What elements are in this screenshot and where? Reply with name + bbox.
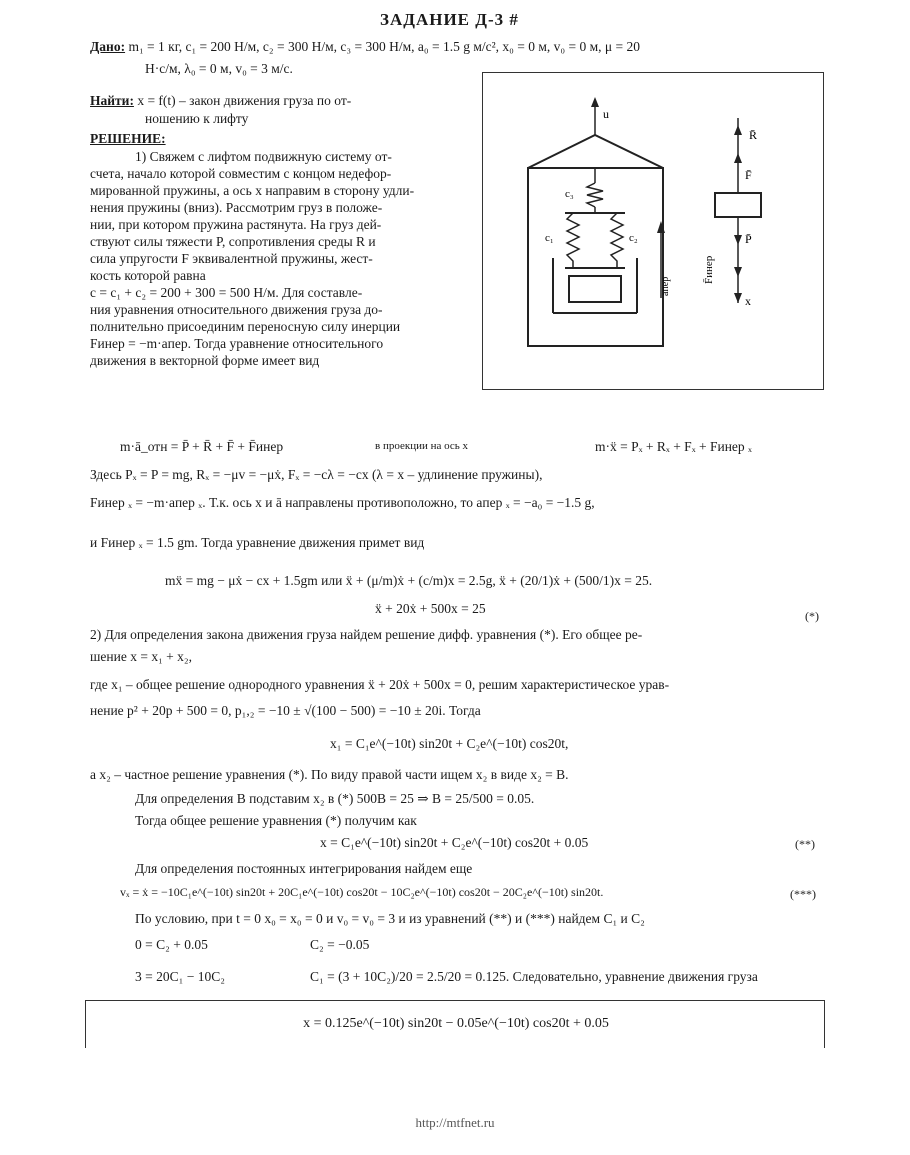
answer-equation: x = 0.125e^(−10t) sin20t − 0.05e^(−10t) cos20t + 0.05 bbox=[303, 1016, 609, 1031]
arrow-u bbox=[591, 97, 599, 107]
fbd-load bbox=[715, 193, 761, 217]
inertia-line-2: и Fинер ₓ = 1.5 gm. Тогда уравнение движения примет вид bbox=[90, 535, 425, 550]
para3: а x₂ – частное решение уравнения (*). По виду правой части ищем x₂ в виде x₂ = B. bbox=[90, 767, 569, 782]
para4: Для определения B подставим x₂ в (*) 500B = 25 ⇒ B = 25/500 = 0.05. bbox=[135, 791, 535, 806]
load-block bbox=[569, 276, 621, 302]
spring-c1 bbox=[567, 213, 579, 268]
para1-line: движения в векторной форме имеет вид bbox=[90, 353, 320, 368]
find-line-1 bbox=[90, 92, 351, 109]
given-values-2: Н·с/м, λ₀ = 0 м, v₀ = 3 м/с. bbox=[145, 61, 293, 76]
mechanism-figure bbox=[482, 72, 824, 390]
eq-motion: mẍ = mg − μẋ − cx + 1.5gm или ẍ + (μ/m)ẋ + (c/m)x = 2.5g, ẍ + (20/1)ẋ + (500/1)x = 25. bbox=[165, 573, 653, 588]
answer-box bbox=[85, 1000, 825, 1048]
para1-line: 1) Свяжем с лифтом подвижную систему от- bbox=[135, 149, 392, 164]
eq-x1: x₁ = C₁e^(−10t) sin20t + C₂e^(−10t) cos20t, bbox=[330, 736, 569, 751]
spring-c2 bbox=[611, 213, 623, 268]
elevator-spring-diagram bbox=[483, 73, 823, 389]
para5: Тогда общее решение уравнения (*) получим как bbox=[135, 813, 417, 828]
eq-motion-short: ẍ + 20ẋ + 500x = 25 bbox=[375, 601, 486, 616]
label-a: aпер bbox=[660, 276, 671, 296]
where-line: Здесь Pₓ = P = mg, Rₓ = −μv = −μẋ, Fₓ = −cλ = −cx (λ = x – удлинение пружины), bbox=[90, 467, 543, 482]
eq-tag-2: (**) bbox=[795, 837, 815, 851]
label-P: P̄ bbox=[745, 232, 752, 246]
condition-2-left: 3 = 20C₁ − 10C₂ bbox=[135, 969, 225, 984]
given-values-1: m₁ = 1 кг, c₁ = 200 Н/м, c₂ = 300 Н/м, c₃ = 300 Н/м, a₀ = 1.5 g м/с², x₀ = 0 м, v₀ = 0 м, μ = 20 bbox=[128, 39, 640, 54]
task-title: ЗАДАНИЕ Д-3 # bbox=[380, 10, 519, 29]
condition-1-left: 0 = C₂ + 0.05 bbox=[135, 937, 208, 952]
label-Finer: F̄инер bbox=[703, 255, 715, 284]
para1-line: сила упругости F эквивалентной пружины, жест- bbox=[90, 251, 373, 266]
label-F: F̄ bbox=[745, 168, 752, 182]
para1-line: ния уравнения относительного движения груза до- bbox=[90, 302, 383, 317]
para1-line: c = c₁ + c₂ = 200 + 300 = 500 Н/м. Для составле- bbox=[90, 285, 363, 300]
para7: По условию, при t = 0 x₀ = x₀ = 0 и v₀ = v₀ = 3 и из уравнений (**) и (***) найдем C₁ и C₂ bbox=[135, 911, 645, 926]
eq-tag-3: (***) bbox=[790, 887, 816, 901]
para1-line: нии, при котором пружина растянута. На груз дей- bbox=[90, 217, 382, 232]
label-R: R̄ bbox=[749, 128, 758, 142]
para2-b: шение x = x₁ + x₂, bbox=[90, 649, 192, 664]
eq-projection: m·ẍ = Pₓ + Rₓ + Fₓ + Fинер ₓ bbox=[595, 439, 752, 454]
para1-line: мированной пружины, а ось x направим в сторону удли- bbox=[90, 183, 415, 198]
find-text-2: ношению к лифту bbox=[145, 111, 249, 126]
given-label: Дано: bbox=[90, 39, 126, 54]
eq-vector: m·ā_отн = P̄ + R̄ + F̄ + F̄инер bbox=[120, 439, 284, 454]
para2-a: 2) Для определения закона движения груза найдем решение дифф. уравнения (*). Его общее ре- bbox=[90, 627, 643, 642]
solution-label: РЕШЕНИЕ: bbox=[90, 131, 166, 146]
eq-velocity: vₓ = ẋ = −10C₁e^(−10t) sin20t + 20C₁e^(−10t) cos20t − 10C₂e^(−10t) cos20t − 20C₂e^(−10t) sin20t. bbox=[120, 885, 604, 899]
para1-line: полнительно присоединим переносную силу инерции bbox=[90, 319, 401, 334]
para2-d: нение p² + 20p + 500 = 0, p₁,₂ = −10 ± √(100 − 500) = −10 ± 20i. Тогда bbox=[90, 703, 481, 718]
label-c3: c₃ bbox=[565, 188, 574, 200]
elevator-roof bbox=[528, 135, 663, 168]
spring-c3 bbox=[587, 183, 603, 207]
eq-tag-1: (*) bbox=[805, 609, 819, 623]
label-c1: c₁ bbox=[545, 232, 554, 244]
label-c2: c₂ bbox=[629, 232, 638, 244]
find-label: Найти: bbox=[90, 93, 134, 108]
eq-projection-label: в проекции на ось x bbox=[375, 440, 469, 452]
label-x: x bbox=[745, 294, 751, 308]
condition-2-right: C₁ = (3 + 10C₂)/20 = 2.5/20 = 0.125. Следовательно, уравнение движения груза bbox=[310, 969, 758, 984]
inertia-line: Fинер ₓ = −m·aпер ₓ. Т.к. ось x и ā направлены противоположно, то aпер ₓ = −a₀ = −1.5 g, bbox=[90, 495, 595, 510]
eq-general: x = C₁e^(−10t) sin20t + C₂e^(−10t) cos20t + 0.05 bbox=[320, 835, 589, 850]
find-text-1: x = f(t) – закон движения груза по от- bbox=[137, 93, 352, 108]
solution-paragraph-1 bbox=[90, 148, 475, 369]
label-u: u bbox=[603, 107, 609, 121]
para1-line: нения пружины (вниз). Рассмотрим груз в положе- bbox=[90, 200, 383, 215]
para2-c: где x₁ – общее решение однородного уравнения ẍ + 20ẋ + 500x = 0, решим характеристическое урав- bbox=[90, 677, 670, 692]
para1-line: кость которой равна bbox=[90, 268, 206, 283]
para1-line: счета, начало которой совместим с концом недефор- bbox=[90, 166, 392, 181]
para1-line: ствуют силы тяжести P, сопротивления среды R и bbox=[90, 234, 376, 249]
para1-line: Fинер = −m·aпер. Тогда уравнение относительного bbox=[90, 336, 384, 351]
elevator-cabin bbox=[528, 168, 663, 346]
condition-1-right: C₂ = −0.05 bbox=[310, 937, 370, 952]
footer-url: http://mtfnet.ru bbox=[415, 1115, 495, 1130]
given-line-1 bbox=[90, 38, 640, 55]
para6: Для определения постоянных интегрирования найдем еще bbox=[135, 861, 473, 876]
